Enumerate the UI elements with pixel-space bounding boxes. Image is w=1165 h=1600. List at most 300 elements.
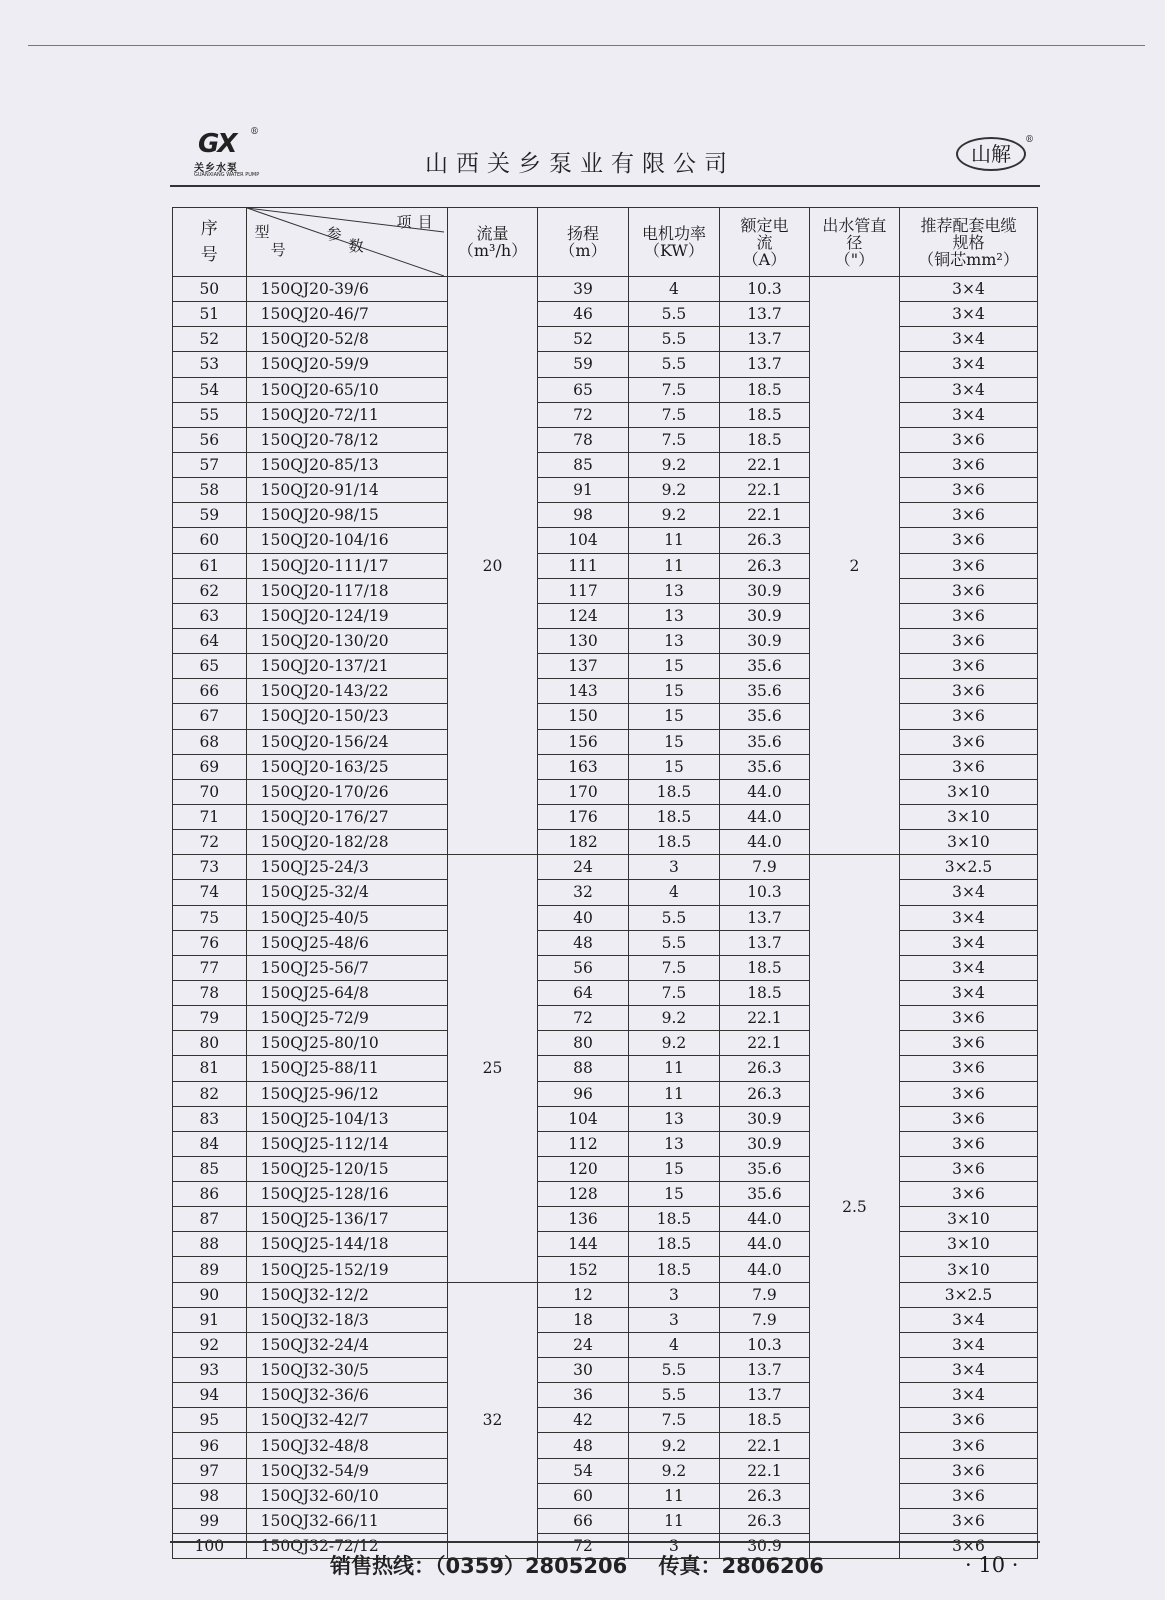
cable-cell: 3×6 (899, 603, 1037, 628)
current-cell: 7.9 (719, 855, 809, 880)
head-cell: 72 (538, 1006, 629, 1031)
power-cell: 9.2 (628, 1031, 719, 1056)
seq-cell: 69 (173, 754, 247, 779)
cable-cell: 3×6 (899, 679, 1037, 704)
model-cell: 150QJ20-78/12 (246, 427, 447, 452)
power-cell: 9.2 (628, 1006, 719, 1031)
current-cell: 18.5 (719, 377, 809, 402)
head-cell: 98 (538, 503, 629, 528)
table-row (173, 1156, 1038, 1181)
head-cell: 66 (538, 1508, 629, 1533)
pump-spec-table (172, 207, 1038, 1559)
seq-cell: 80 (173, 1031, 247, 1056)
power-cell: 3 (628, 855, 719, 880)
table-row (173, 1408, 1038, 1433)
seq-cell: 73 (173, 855, 247, 880)
page-footer (330, 1550, 848, 1580)
model-cell: 150QJ20-176/27 (246, 804, 447, 829)
power-cell: 18.5 (628, 830, 719, 855)
model-cell: 150QJ25-48/6 (246, 930, 447, 955)
model-cell: 150QJ32-72/12 (246, 1534, 447, 1559)
cable-cell: 3×10 (899, 804, 1037, 829)
head-cell: 88 (538, 1056, 629, 1081)
power-cell: 4 (628, 277, 719, 302)
seq-cell: 85 (173, 1156, 247, 1181)
model-cell: 150QJ25-24/3 (246, 855, 447, 880)
power-cell: 4 (628, 880, 719, 905)
head-cell: 85 (538, 452, 629, 477)
power-cell: 7.5 (628, 377, 719, 402)
head-cell: 42 (538, 1408, 629, 1433)
top-rule (28, 45, 1145, 46)
seq-cell: 79 (173, 1006, 247, 1031)
table-row (173, 1081, 1038, 1106)
head-cell: 124 (538, 603, 629, 628)
seq-cell: 64 (173, 628, 247, 653)
current-cell: 30.9 (719, 578, 809, 603)
logo-english-text: GUANXIANG WATER PUMP (194, 172, 260, 178)
seq-cell: 55 (173, 402, 247, 427)
header-model-label-b: 号 (270, 241, 286, 259)
seq-cell: 98 (173, 1483, 247, 1508)
power-cell: 5.5 (628, 327, 719, 352)
power-cell: 5.5 (628, 302, 719, 327)
sales-hotline: 销售热线：（0359）2805206 (330, 1554, 628, 1578)
seq-cell: 74 (173, 880, 247, 905)
header-cable: 推荐配套电缆规格 （铜芯mm²） (899, 208, 1037, 277)
table-row (173, 1358, 1038, 1383)
cable-cell: 3×6 (899, 1534, 1037, 1559)
current-cell: 22.1 (719, 1031, 809, 1056)
flow-cell: 25 (448, 855, 538, 1282)
model-cell: 150QJ20-156/24 (246, 729, 447, 754)
current-cell: 22.1 (719, 478, 809, 503)
current-cell: 22.1 (719, 452, 809, 477)
power-cell: 18.5 (628, 1232, 719, 1257)
power-cell: 15 (628, 654, 719, 679)
seq-cell: 90 (173, 1282, 247, 1307)
head-cell: 111 (538, 553, 629, 578)
seq-cell: 89 (173, 1257, 247, 1282)
table-row (173, 905, 1038, 930)
cable-cell: 3×6 (899, 1458, 1037, 1483)
cable-cell: 3×4 (899, 1358, 1037, 1383)
table-row (173, 704, 1038, 729)
cable-cell: 3×10 (899, 1207, 1037, 1232)
seq-cell: 50 (173, 277, 247, 302)
pipe-diameter-cell: 2 (809, 277, 899, 855)
cable-cell: 3×6 (899, 1182, 1037, 1207)
model-cell: 150QJ25-152/19 (246, 1257, 447, 1282)
model-cell: 150QJ20-117/18 (246, 578, 447, 603)
current-cell: 26.3 (719, 1508, 809, 1533)
table-header-row (173, 208, 1038, 277)
table-row (173, 1257, 1038, 1282)
power-cell: 15 (628, 679, 719, 704)
model-cell: 150QJ25-32/4 (246, 880, 447, 905)
fax-number: 传真：2806206 (658, 1554, 824, 1578)
head-cell: 24 (538, 855, 629, 880)
cable-cell: 3×6 (899, 1408, 1037, 1433)
head-cell: 18 (538, 1307, 629, 1332)
power-cell: 9.2 (628, 1433, 719, 1458)
model-cell: 150QJ32-18/3 (246, 1307, 447, 1332)
head-cell: 54 (538, 1458, 629, 1483)
seq-cell: 66 (173, 679, 247, 704)
current-cell: 18.5 (719, 955, 809, 980)
seq-cell: 86 (173, 1182, 247, 1207)
header-current: 额定电流 （A） (719, 208, 809, 277)
current-cell: 35.6 (719, 654, 809, 679)
model-cell: 150QJ20-163/25 (246, 754, 447, 779)
table-row (173, 578, 1038, 603)
model-cell: 150QJ20-39/6 (246, 277, 447, 302)
current-cell: 44.0 (719, 779, 809, 804)
seq-cell: 84 (173, 1131, 247, 1156)
table-row (173, 1232, 1038, 1257)
cable-cell: 3×6 (899, 1508, 1037, 1533)
head-cell: 32 (538, 880, 629, 905)
table-row (173, 1307, 1038, 1332)
seq-cell: 75 (173, 905, 247, 930)
table-row (173, 1282, 1038, 1307)
model-cell: 150QJ32-42/7 (246, 1408, 447, 1433)
seq-cell: 83 (173, 1106, 247, 1131)
seq-cell: 59 (173, 503, 247, 528)
head-cell: 64 (538, 980, 629, 1005)
current-cell: 30.9 (719, 1106, 809, 1131)
current-cell: 18.5 (719, 427, 809, 452)
power-cell: 4 (628, 1332, 719, 1357)
current-cell: 30.9 (719, 628, 809, 653)
power-cell: 7.5 (628, 980, 719, 1005)
seq-cell: 53 (173, 352, 247, 377)
seq-cell: 76 (173, 930, 247, 955)
head-cell: 96 (538, 1081, 629, 1106)
current-cell: 7.9 (719, 1307, 809, 1332)
power-cell: 18.5 (628, 1257, 719, 1282)
power-cell: 11 (628, 1081, 719, 1106)
head-cell: 136 (538, 1207, 629, 1232)
seq-cell: 77 (173, 955, 247, 980)
cable-cell: 3×10 (899, 1257, 1037, 1282)
table-row (173, 1458, 1038, 1483)
current-cell: 26.3 (719, 1081, 809, 1106)
model-cell: 150QJ32-60/10 (246, 1483, 447, 1508)
power-cell: 5.5 (628, 905, 719, 930)
current-cell: 18.5 (719, 980, 809, 1005)
header-power: 电机功率 （KW） (628, 208, 719, 277)
page-header (170, 125, 1040, 187)
power-cell: 18.5 (628, 779, 719, 804)
seq-cell: 93 (173, 1358, 247, 1383)
cable-cell: 3×6 (899, 1131, 1037, 1156)
model-cell: 150QJ20-150/23 (246, 704, 447, 729)
head-cell: 91 (538, 478, 629, 503)
current-cell: 13.7 (719, 302, 809, 327)
head-cell: 48 (538, 1433, 629, 1458)
head-cell: 65 (538, 377, 629, 402)
current-cell: 30.9 (719, 1534, 809, 1559)
table-row (173, 729, 1038, 754)
seq-cell: 96 (173, 1433, 247, 1458)
head-cell: 163 (538, 754, 629, 779)
current-cell: 44.0 (719, 1232, 809, 1257)
flow-cell: 32 (448, 1282, 538, 1559)
table-row (173, 1056, 1038, 1081)
current-cell: 22.1 (719, 503, 809, 528)
cable-cell: 3×4 (899, 880, 1037, 905)
model-cell: 150QJ25-120/15 (246, 1156, 447, 1181)
current-cell: 44.0 (719, 804, 809, 829)
head-cell: 59 (538, 352, 629, 377)
cable-cell: 3×6 (899, 729, 1037, 754)
seq-cell: 87 (173, 1207, 247, 1232)
seq-cell: 51 (173, 302, 247, 327)
cable-cell: 3×6 (899, 478, 1037, 503)
table-row (173, 277, 1038, 302)
head-cell: 78 (538, 427, 629, 452)
logo-mark: GX (198, 129, 236, 159)
model-cell: 150QJ25-64/8 (246, 980, 447, 1005)
table-row (173, 930, 1038, 955)
model-cell: 150QJ20-104/16 (246, 528, 447, 553)
header-shu-label: 数 (348, 237, 364, 255)
model-cell: 150QJ20-170/26 (246, 779, 447, 804)
head-cell: 60 (538, 1483, 629, 1508)
table-row (173, 880, 1038, 905)
model-cell: 150QJ32-36/6 (246, 1383, 447, 1408)
head-cell: 39 (538, 277, 629, 302)
cable-cell: 3×6 (899, 1106, 1037, 1131)
table-row (173, 427, 1038, 452)
current-cell: 13.7 (719, 352, 809, 377)
current-cell: 30.9 (719, 1131, 809, 1156)
seq-cell: 62 (173, 578, 247, 603)
head-cell: 80 (538, 1031, 629, 1056)
power-cell: 5.5 (628, 930, 719, 955)
power-cell: 7.5 (628, 427, 719, 452)
head-cell: 156 (538, 729, 629, 754)
head-cell: 56 (538, 955, 629, 980)
table-row (173, 1433, 1038, 1458)
head-cell: 40 (538, 905, 629, 930)
head-cell: 36 (538, 1383, 629, 1408)
table-row (173, 980, 1038, 1005)
table-row (173, 654, 1038, 679)
model-cell: 150QJ32-24/4 (246, 1332, 447, 1357)
model-cell: 150QJ20-137/21 (246, 654, 447, 679)
bottom-rule (170, 1541, 1040, 1543)
cable-cell: 3×4 (899, 1383, 1037, 1408)
head-cell: 150 (538, 704, 629, 729)
flow-cell: 20 (448, 277, 538, 855)
cable-cell: 3×6 (899, 754, 1037, 779)
head-cell: 48 (538, 930, 629, 955)
power-cell: 15 (628, 704, 719, 729)
company-logo (192, 129, 264, 179)
power-cell: 15 (628, 1182, 719, 1207)
cable-cell: 3×4 (899, 302, 1037, 327)
table-row (173, 1508, 1038, 1533)
current-cell: 13.7 (719, 327, 809, 352)
current-cell: 30.9 (719, 603, 809, 628)
cable-cell: 3×6 (899, 1006, 1037, 1031)
cable-cell: 3×6 (899, 654, 1037, 679)
header-model-params (246, 208, 447, 277)
head-cell: 182 (538, 830, 629, 855)
model-cell: 150QJ32-48/8 (246, 1433, 447, 1458)
table-row (173, 352, 1038, 377)
power-cell: 7.5 (628, 1408, 719, 1433)
table-row (173, 452, 1038, 477)
logo-chinese-text: 关乡水泵 (194, 163, 238, 174)
cable-cell: 3×6 (899, 1156, 1037, 1181)
current-cell: 44.0 (719, 1257, 809, 1282)
cable-cell: 3×10 (899, 1232, 1037, 1257)
head-cell: 144 (538, 1232, 629, 1257)
power-cell: 3 (628, 1307, 719, 1332)
table-row (173, 1182, 1038, 1207)
company-name: 山西关乡泵业有限公司 (425, 151, 735, 177)
cable-cell: 3×4 (899, 402, 1037, 427)
seq-cell: 63 (173, 603, 247, 628)
head-cell: 117 (538, 578, 629, 603)
head-cell: 30 (538, 1358, 629, 1383)
current-cell: 22.1 (719, 1458, 809, 1483)
seq-cell: 95 (173, 1408, 247, 1433)
model-cell: 150QJ20-85/13 (246, 452, 447, 477)
model-cell: 150QJ20-52/8 (246, 327, 447, 352)
current-cell: 22.1 (719, 1006, 809, 1031)
power-cell: 9.2 (628, 452, 719, 477)
header-head: 扬程 （m） (538, 208, 629, 277)
seq-cell: 100 (173, 1534, 247, 1559)
cable-cell: 3×6 (899, 452, 1037, 477)
table-row (173, 1207, 1038, 1232)
brand-badge: 山解 (956, 137, 1026, 171)
cable-cell: 3×6 (899, 427, 1037, 452)
power-cell: 7.5 (628, 955, 719, 980)
cable-cell: 3×6 (899, 528, 1037, 553)
seq-cell: 67 (173, 704, 247, 729)
head-cell: 104 (538, 528, 629, 553)
seq-cell: 61 (173, 553, 247, 578)
power-cell: 13 (628, 603, 719, 628)
cable-cell: 3×6 (899, 628, 1037, 653)
current-cell: 22.1 (719, 1433, 809, 1458)
power-cell: 11 (628, 528, 719, 553)
cable-cell: 3×6 (899, 578, 1037, 603)
table-row (173, 503, 1038, 528)
seq-cell: 81 (173, 1056, 247, 1081)
cable-cell: 3×4 (899, 377, 1037, 402)
model-cell: 150QJ25-144/18 (246, 1232, 447, 1257)
power-cell: 5.5 (628, 352, 719, 377)
model-cell: 150QJ25-72/9 (246, 1006, 447, 1031)
cable-cell: 3×4 (899, 905, 1037, 930)
cable-cell: 3×4 (899, 1332, 1037, 1357)
head-cell: 128 (538, 1182, 629, 1207)
seq-cell: 52 (173, 327, 247, 352)
cable-cell: 3×6 (899, 503, 1037, 528)
model-cell: 150QJ20-130/20 (246, 628, 447, 653)
header-item-label: 项目 (396, 213, 439, 231)
model-cell: 150QJ25-40/5 (246, 905, 447, 930)
seq-cell: 99 (173, 1508, 247, 1533)
model-cell: 150QJ20-182/28 (246, 830, 447, 855)
model-cell: 150QJ25-128/16 (246, 1182, 447, 1207)
cable-cell: 3×4 (899, 955, 1037, 980)
current-cell: 35.6 (719, 679, 809, 704)
head-cell: 12 (538, 1282, 629, 1307)
current-cell: 13.7 (719, 930, 809, 955)
power-cell: 11 (628, 1483, 719, 1508)
power-cell: 9.2 (628, 503, 719, 528)
head-cell: 170 (538, 779, 629, 804)
cable-cell: 3×4 (899, 980, 1037, 1005)
model-cell: 150QJ20-143/22 (246, 679, 447, 704)
cable-cell: 3×6 (899, 1031, 1037, 1056)
table-row (173, 1332, 1038, 1357)
power-cell: 3 (628, 1282, 719, 1307)
power-cell: 15 (628, 1156, 719, 1181)
table-row (173, 1031, 1038, 1056)
table-row (173, 528, 1038, 553)
table-row (173, 603, 1038, 628)
power-cell: 15 (628, 754, 719, 779)
seq-cell: 60 (173, 528, 247, 553)
brand-registered-mark: ® (1025, 135, 1034, 145)
power-cell: 5.5 (628, 1383, 719, 1408)
table-row (173, 1483, 1038, 1508)
seq-cell: 94 (173, 1383, 247, 1408)
current-cell: 26.3 (719, 553, 809, 578)
header-param-label: 参 (326, 225, 342, 243)
model-cell: 150QJ20-59/9 (246, 352, 447, 377)
header-model-label-a: 型 (254, 223, 270, 241)
current-cell: 10.3 (719, 880, 809, 905)
cable-cell: 3×4 (899, 277, 1037, 302)
cable-cell: 3×4 (899, 930, 1037, 955)
seq-cell: 56 (173, 427, 247, 452)
model-cell: 150QJ20-98/15 (246, 503, 447, 528)
table-row (173, 1106, 1038, 1131)
power-cell: 5.5 (628, 1358, 719, 1383)
header-seq: 序号 (173, 208, 247, 277)
table-row (173, 302, 1038, 327)
head-cell: 104 (538, 1106, 629, 1131)
table-row (173, 830, 1038, 855)
table-row (173, 1383, 1038, 1408)
cable-cell: 3×2.5 (899, 1282, 1037, 1307)
table-row (173, 628, 1038, 653)
current-cell: 35.6 (719, 1156, 809, 1181)
table-row (173, 779, 1038, 804)
model-cell: 150QJ25-136/17 (246, 1207, 447, 1232)
seq-cell: 65 (173, 654, 247, 679)
table-row (173, 679, 1038, 704)
cable-cell: 3×2.5 (899, 855, 1037, 880)
power-cell: 9.2 (628, 1458, 719, 1483)
model-cell: 150QJ25-56/7 (246, 955, 447, 980)
seq-cell: 97 (173, 1458, 247, 1483)
cable-cell: 3×6 (899, 1433, 1037, 1458)
seq-cell: 91 (173, 1307, 247, 1332)
table-body (173, 277, 1038, 1559)
head-cell: 72 (538, 402, 629, 427)
cable-cell: 3×6 (899, 704, 1037, 729)
